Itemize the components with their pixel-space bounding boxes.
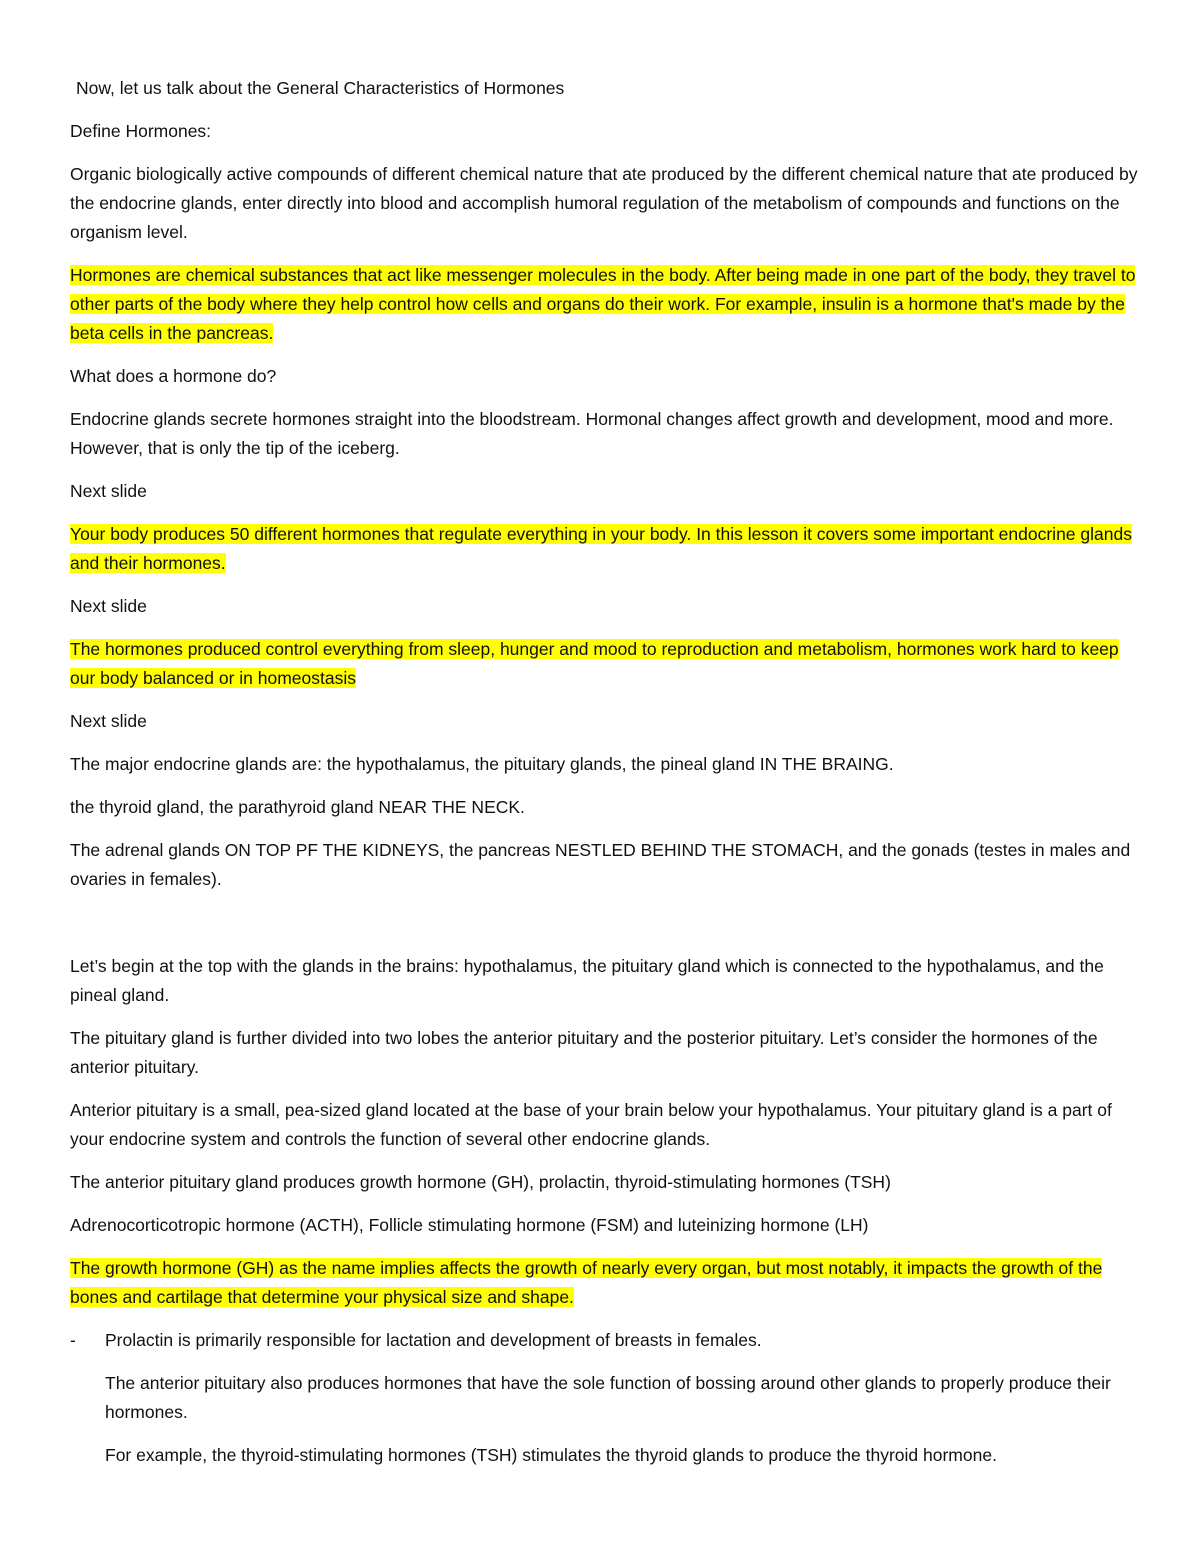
highlighted-paragraph-homeostasis xyxy=(70,635,1140,693)
highlighted-paragraph-growth-hormone xyxy=(70,1254,1140,1312)
definition-paragraph: Organic biologically active compounds of different chemical nature that ate produced by the different chemical nature that ate produced by the endocrine glands, enter directly into blood and accomplish humoral regulation of the metabolism of compounds and functions on the organism level. xyxy=(70,164,1138,242)
highlighted-paragraph-messengers xyxy=(70,261,1140,348)
lobes-paragraph: The pituitary gland is further divided into two lobes the anterior pituitary and the posterior pituitary. Let’s consider the hormones of the anterior pituitary. xyxy=(70,1028,1098,1077)
highlight-text: Hormones are chemical substances that act like messenger molecules in the body. After being made in one part of the body, they travel to other parts of the body where they help control how cells and organs do their work. For example, insulin is a hormone that's made by the beta cells in the pancreas. xyxy=(70,265,1136,343)
produces-line-2: Adrenocorticotropic hormone (ACTH), Follicle stimulating hormone (FSM) and luteinizing hormone (LH) xyxy=(70,1215,869,1235)
intro-line: Now, let us talk about the General Characteristics of Hormones xyxy=(76,78,565,98)
next-slide-note: Next slide xyxy=(70,711,147,731)
document-page xyxy=(70,74,1140,1484)
bossing-paragraph: The anterior pituitary also produces hormones that have the sole function of bossing around other glands to properly produce their hormones. xyxy=(105,1373,1111,1422)
highlight-text: The growth hormone (GH) as the name implies affects the growth of nearly every organ, but most notably, it impacts the growth of the bones and cartilage that determine your physical size and shape. xyxy=(70,1258,1103,1307)
blank-line xyxy=(70,908,1140,952)
answer-paragraph: Endocrine glands secrete hormones straight into the bloodstream. Hormonal changes affect growth and development, mood and more. However, that is only the tip of the iceberg. xyxy=(70,409,1114,458)
bullet-dash: - xyxy=(70,1330,76,1350)
highlighted-paragraph-fifty-hormones xyxy=(70,520,1140,578)
highlight-text: Your body produces 50 different hormones that regulate everything in your body. In this lesson it covers some important endocrine glands and their hormones. xyxy=(70,524,1132,573)
glands-body-paragraph: The adrenal glands ON TOP PF THE KIDNEYS, the pancreas NESTLED BEHIND THE STOMACH, and the gonads (testes in males and ovaries in females). xyxy=(70,840,1131,889)
define-heading: Define Hormones: xyxy=(70,121,212,141)
highlight-text: The hormones produced control everything from sleep, hunger and mood to reproduction and metabolism, hormones work hard to keep our body balanced or in homeostasis xyxy=(70,639,1119,688)
next-slide-note: Next slide xyxy=(70,596,147,616)
begin-paragraph: Let’s begin at the top with the glands in the brains: hypothalamus, the pituitary gland which is connected to the hypothalamus, and the pineal gland. xyxy=(70,956,1104,1005)
anterior-pituitary-paragraph: Anterior pituitary is a small, pea-sized gland located at the base of your brain below your hypothalamus. Your pituitary gland is a part of your endocrine system and controls the function of several other endocrine glands. xyxy=(70,1100,1112,1149)
prolactin-bullet xyxy=(70,1326,1140,1355)
glands-brain-line: The major endocrine glands are: the hypothalamus, the pituitary glands, the pineal gland IN THE BRAING. xyxy=(70,754,894,774)
glands-neck-line: the thyroid gland, the parathyroid gland NEAR THE NECK. xyxy=(70,797,525,817)
example-paragraph: For example, the thyroid-stimulating hormones (TSH) stimulates the thyroid glands to produce the thyroid hormone. xyxy=(105,1445,997,1465)
next-slide-note: Next slide xyxy=(70,481,147,501)
bullet-text: Prolactin is primarily responsible for lactation and development of breasts in females. xyxy=(105,1330,762,1350)
question-line: What does a hormone do? xyxy=(70,366,277,386)
produces-line-1: The anterior pituitary gland produces growth hormone (GH), prolactin, thyroid-stimulating hormones (TSH) xyxy=(70,1172,891,1192)
